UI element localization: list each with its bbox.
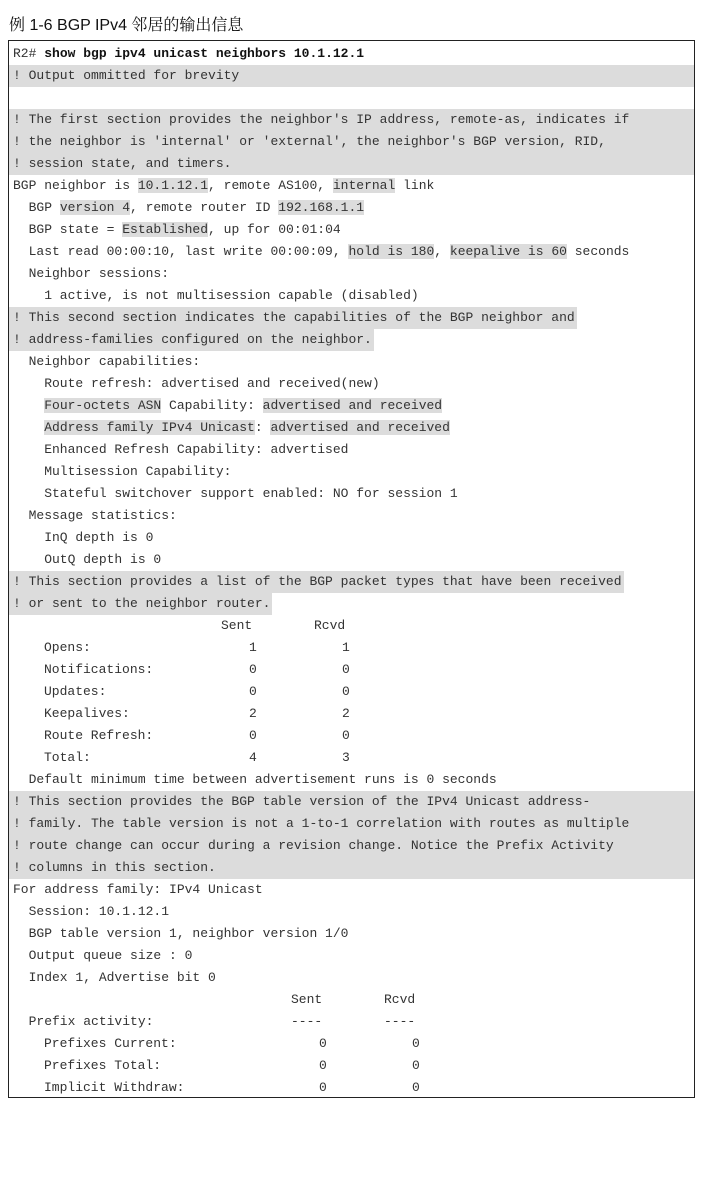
command-line xyxy=(13,43,690,65)
output-line: Enhanced Refresh Capability: advertised xyxy=(13,442,349,457)
stat-sent: 2 xyxy=(249,706,257,721)
output-line: Neighbor capabilities: xyxy=(13,354,201,369)
prefix-rcvd: 0 xyxy=(412,1080,420,1095)
blank-line xyxy=(13,87,690,109)
output-line: Route refresh: advertised and received(new) xyxy=(13,376,380,391)
message-stats-row xyxy=(13,681,690,703)
text: seconds xyxy=(566,244,630,259)
comment-line: ! route change can occur during a revision change. Notice the Prefix Activity xyxy=(9,835,694,857)
output-line-state xyxy=(13,219,690,241)
stat-label: Updates: xyxy=(44,684,107,699)
bgp-state-highlight: Established xyxy=(122,222,209,237)
output-line: Neighbor sessions: xyxy=(13,266,170,281)
output-line-version xyxy=(13,197,690,219)
prefix-sent: 0 xyxy=(319,1058,327,1073)
comment-line: ! This section provides a list of the BGP packet types that have been received xyxy=(9,571,624,593)
stat-sent: 4 xyxy=(249,750,257,765)
prefix-activity-header xyxy=(13,989,690,1011)
prefix-activity-row xyxy=(13,1033,690,1055)
sent-column-header: Sent xyxy=(291,992,323,1007)
stat-sent: 0 xyxy=(249,684,257,699)
rcvd-column-header: Rcvd xyxy=(314,618,346,633)
neighbor-ip-highlight: 10.1.12.1 xyxy=(137,178,209,193)
prefix-activity-title: Prefix activity: xyxy=(13,1014,154,1029)
prefix-activity-row xyxy=(13,1055,690,1077)
stat-label: Opens: xyxy=(44,640,91,655)
comment-line: ! session state, and timers. xyxy=(9,153,694,175)
stat-rcvd: 2 xyxy=(342,706,350,721)
output-line: Multisession Capability: xyxy=(13,464,232,479)
sent-dash: ---- xyxy=(291,1014,323,1029)
prefix-activity-title-row xyxy=(13,1011,690,1033)
prefix-sent: 0 xyxy=(319,1036,327,1051)
stat-sent: 0 xyxy=(249,728,257,743)
stat-rcvd: 1 xyxy=(342,640,350,655)
output-line: BGP table version 1, neighbor version 1/0 xyxy=(13,926,349,941)
cli-output-box xyxy=(8,40,695,1098)
output-line-neighbor xyxy=(13,175,690,197)
stat-rcvd: 3 xyxy=(342,750,350,765)
prefix-rcvd: 0 xyxy=(412,1058,420,1073)
output-line: InQ depth is 0 xyxy=(13,530,154,545)
address-family-highlight: Address family IPv4 Unicast xyxy=(44,420,255,435)
prefix-sent: 0 xyxy=(319,1080,327,1095)
keepalive-timer-highlight: keepalive is 60 xyxy=(449,244,567,259)
prefix-label: Prefixes Current: xyxy=(44,1036,177,1051)
sent-column-header: Sent xyxy=(221,618,253,633)
hold-timer-highlight: hold is 180 xyxy=(348,244,435,259)
stat-rcvd: 0 xyxy=(342,728,350,743)
link-type-highlight: internal xyxy=(332,178,396,193)
text: Last read 00:00:10, last write 00:00:09, xyxy=(13,244,349,259)
output-line: 1 active, is not multisession capable (disabled) xyxy=(13,288,419,303)
example-caption: 例 1-6 BGP IPv4 邻居的输出信息 xyxy=(9,17,244,34)
text: : xyxy=(254,420,271,435)
four-octet-status-highlight: advertised and received xyxy=(262,398,443,413)
four-octet-highlight: Four-octets ASN xyxy=(44,398,162,413)
stat-label: Route Refresh: xyxy=(44,728,154,743)
output-line: OutQ depth is 0 xyxy=(13,552,162,567)
message-stats-row xyxy=(13,725,690,747)
stat-rcvd: 0 xyxy=(342,662,350,677)
cli-prompt: R2# xyxy=(13,46,45,61)
stat-label: Notifications: xyxy=(44,662,154,677)
text: link xyxy=(395,178,435,193)
bgp-version-highlight: version 4 xyxy=(59,200,131,215)
output-line: Default minimum time between advertisement runs is 0 seconds xyxy=(13,772,497,787)
text: BGP neighbor is xyxy=(13,178,138,193)
text xyxy=(13,420,44,435)
message-stats-row xyxy=(13,747,690,769)
comment-line: ! This section provides the BGP table version of the IPv4 Unicast address- xyxy=(9,791,694,813)
stat-sent: 0 xyxy=(249,662,257,677)
rcvd-column-header: Rcvd xyxy=(384,992,416,1007)
stat-label: Keepalives: xyxy=(44,706,130,721)
prefix-rcvd: 0 xyxy=(412,1036,420,1051)
stat-label: Total: xyxy=(44,750,91,765)
comment-line: ! The first section provides the neighbor's IP address, remote-as, indicates if xyxy=(9,109,694,131)
output-line-address-family xyxy=(13,417,690,439)
stat-sent: 1 xyxy=(249,640,257,655)
comment-line: ! This second section indicates the capabilities of the BGP neighbor and xyxy=(9,307,577,329)
comment-line: ! or sent to the neighbor router. xyxy=(9,593,272,615)
text: , xyxy=(434,244,450,259)
comment-line: ! address-families configured on the neighbor. xyxy=(9,329,374,351)
comment-line: ! family. The table version is not a 1-to-1 correlation with routes as multiple xyxy=(9,813,694,835)
text: BGP state = xyxy=(13,222,123,237)
stat-rcvd: 0 xyxy=(342,684,350,699)
address-family-status-highlight: advertised and received xyxy=(270,420,450,435)
comment-line: ! Output ommitted for brevity xyxy=(9,65,694,87)
router-id-highlight: 192.168.1.1 xyxy=(278,200,365,215)
comment-line: ! the neighbor is 'internal' or 'external', the neighbor's BGP version, RID, xyxy=(9,131,694,153)
prefix-label: Implicit Withdraw: xyxy=(44,1080,185,1095)
text: , up for 00:01:04 xyxy=(208,222,341,237)
comment-line: ! columns in this section. xyxy=(9,857,694,879)
text: Capability: xyxy=(161,398,263,413)
rcvd-dash: ---- xyxy=(384,1014,416,1029)
message-stats-row xyxy=(13,637,690,659)
output-line-four-octet xyxy=(13,395,690,417)
output-line: For address family: IPv4 Unicast xyxy=(13,882,263,897)
message-stats-row xyxy=(13,659,690,681)
output-line: Message statistics: xyxy=(13,508,177,523)
message-stats-row xyxy=(13,703,690,725)
message-stats-header xyxy=(13,615,690,637)
output-line: Stateful switchover support enabled: NO for session 1 xyxy=(13,486,458,501)
output-line: Session: 10.1.12.1 xyxy=(13,904,170,919)
prefix-label: Prefixes Total: xyxy=(44,1058,162,1073)
output-line-timers xyxy=(13,241,690,263)
text xyxy=(13,398,44,413)
text: , remote AS100, xyxy=(208,178,333,193)
output-line: Output queue size : 0 xyxy=(13,948,193,963)
text: , remote router ID xyxy=(130,200,279,215)
cli-command: show bgp ipv4 unicast neighbors 10.1.12.1 xyxy=(44,46,365,61)
output-line: Index 1, Advertise bit 0 xyxy=(13,970,216,985)
text: BGP xyxy=(13,200,60,215)
prefix-activity-row xyxy=(13,1077,690,1099)
cli-output-lines xyxy=(13,43,690,1099)
